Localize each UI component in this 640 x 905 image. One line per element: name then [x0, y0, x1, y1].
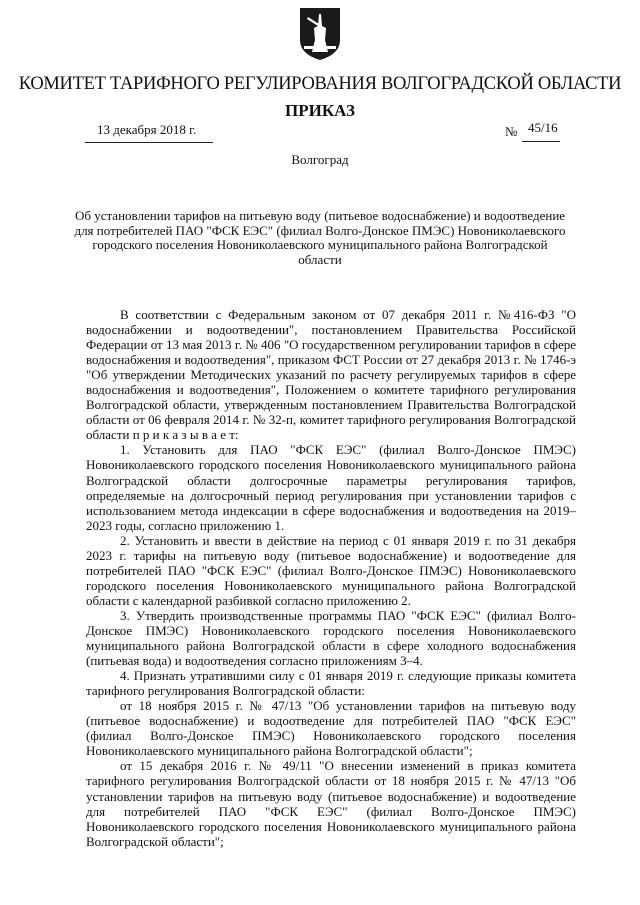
number-sign: №: [505, 124, 518, 139]
city: Волгоград: [291, 152, 349, 167]
item-2-paragraph: 2. Установить и ввести в действие на период с 01 января 2019 г. по 31 декабря 2023 г. тарифы на питьевую воду (питьевое водоснабжение) и водоотведение для потребителей ПАО "ФСК ЕЭС" (филиал Волго-Донское ПМЭС) Новониколаевского городского поселения Новониколаевского муниципального района Волгоградской области с календарной разбивкой согласно приложению 2.: [86, 532, 576, 608]
date-underline: [85, 142, 213, 143]
preamble-paragraph: В соответствии с Федеральным законом от 07 декабря 2011 г. №416-ФЗ "О водоснабжении и водоотведении", постановлением Правительства Российской Федерации от 13 мая 2013 г. № 406 "О государственном регулировании тарифов в сфере водоснабжения и водоотведения", приказом ФСТ России от 27 декабря 2013 г. № 1746-э "Об утверждении Методических указаний по расчету регулируемых тарифов в сфере водоснабжения и водоотведения", Положением о комитете тарифного регулирования Волгоградской области, утвержденным постановлением Правительства Волгоградской области от 06 февраля 2014 г. № 32-п, комитет тарифного регулирования Волгоградской области п р и к а з ы в а е т:: [86, 307, 576, 443]
document-title: ПРИКАЗ: [285, 101, 355, 120]
order-date: 13 декабря 2018 г.: [97, 122, 197, 137]
order-number: 45/16: [528, 120, 558, 135]
organization-name: КОМИТЕТ ТАРИФНОГО РЕГУЛИРОВАНИЯ ВОЛГОГРАДСКОЙ ОБЛАСТИ: [18, 74, 622, 94]
order-body: [86, 307, 576, 849]
number-underline: [522, 141, 560, 142]
item-4a-paragraph: от 18 ноября 2015 г. № 47/13 "Об установлении тарифов на питьевую воду (питьевое водоснабжение) и водоотведение для потребителей ПАО "ФСК ЕЭС" (филиал Волго-Донское ПМЭС) Новониколаевского городского поселения Новониколаевского муниципального района Волгоградской области";: [86, 698, 576, 759]
item-4-paragraph: 4. Признать утратившими силу с 01 января 2019 г. следующие приказы комитета тарифного регулирования Волгоградской области:: [86, 668, 576, 699]
item-4b-paragraph: от 15 декабря 2016 г. № 49/11 "О внесении изменений в приказ комитета тарифного регулирования Волгоградской области от 18 ноября 2015 г. № 47/13 "Об установлении тарифов на питьевую воду (питьевое водоснабжение) и водоотведение для потребителей ПАО "ФСК ЕЭС" (филиал Волго-Донское ПМЭС) Новониколаевского городского поселения Новониколаевского муниципального района Волгоградской области";: [86, 758, 576, 849]
coat-of-arms-emblem: [298, 6, 342, 62]
order-subject: Об установлении тарифов на питьевую воду (питьевое водоснабжение) и водоотведение для потребителей ПАО "ФСК ЕЭС" (филиал Волго-Донское ПМЭС) Новониколаевского городского поселения Новониколаевского муниципального района Волгоградской области: [74, 208, 566, 267]
item-3-paragraph: 3. Утвердить производственные программы ПАО "ФСК ЕЭС" (филиал Волго-Донское ПМЭС) Новониколаевского городского поселения Новониколаевского муниципального района Волгоградской области в сфере холодного водоснабжения (питьевая вода) и водоотведения согласно приложениям 3–4.: [86, 607, 576, 669]
item-1-paragraph: 1. Установить для ПАО "ФСК ЕЭС" (филиал Волго-Донское ПМЭС) Новониколаевского городского поселения Новониколаевского муниципального района Волгоградской области долгосрочные параметры регулирования тарифов, определяемые на долгосрочный период регулирования при установлении тарифов с использованием метода индексации в сфере водоснабжения и водоотведения на 2019–2023 годы, согласно приложению 1.: [86, 442, 576, 533]
